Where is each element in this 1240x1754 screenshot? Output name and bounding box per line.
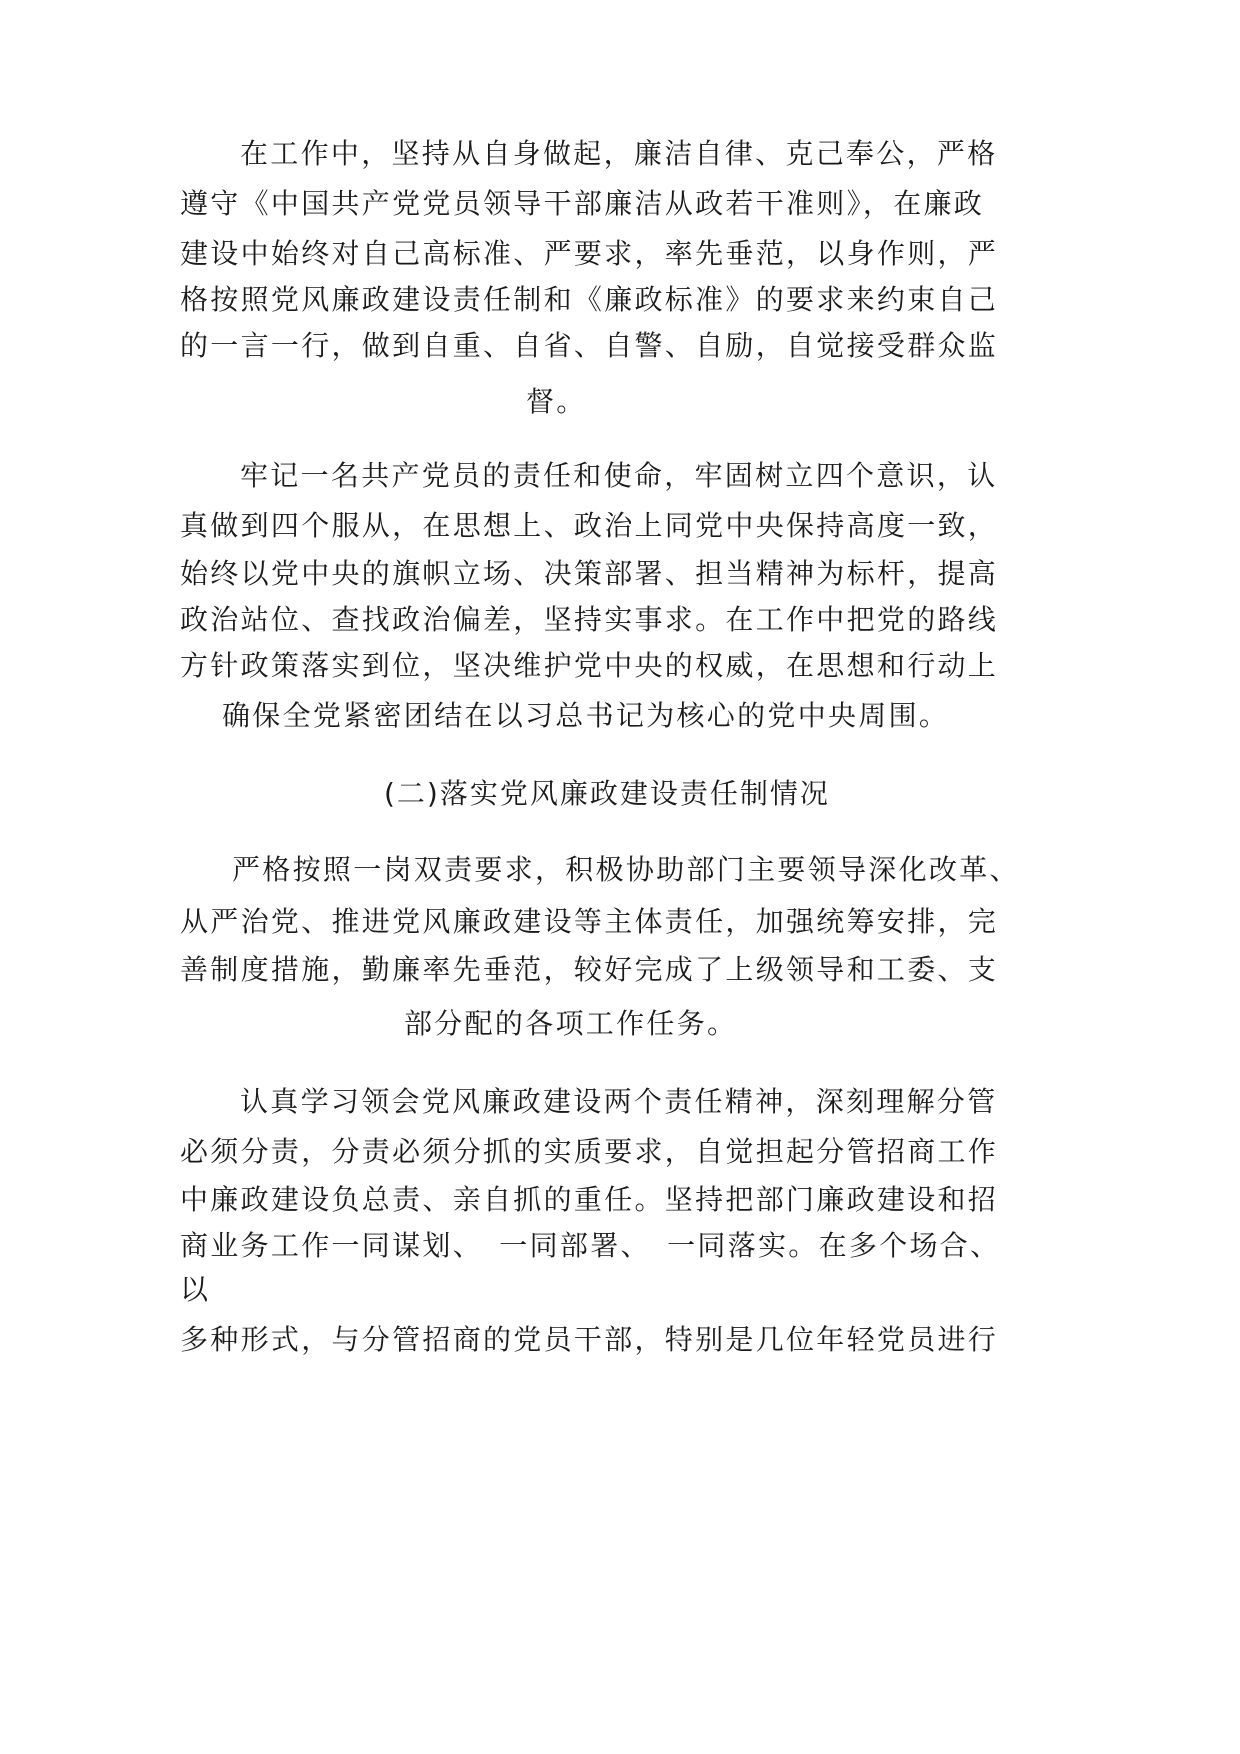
paragraph-line: 中廉政建设负总责、亲自抓的重任。坚持把部门廉政建设和招 <box>180 1183 999 1216</box>
paragraph-line: 在工作中，坚持从自身做起，廉洁自律、克己奉公，严格 <box>240 137 998 170</box>
paragraph-line: 的一言一行，做到自重、自省、自警、自励，自觉接受群众监 <box>180 329 999 362</box>
paragraph-line: 必须分责，分责必须分抓的实质要求，自觉担起分管招商工作 <box>180 1135 999 1168</box>
paragraph-line: 格按照党风廉政建设责任制和《廉政标准》的要求来约束自己 <box>180 283 999 316</box>
paragraph-line: 从严治党、推进党风廉政建设等主体责任，加强统筹安排，完 <box>180 905 999 938</box>
paragraph-line: 部分配的各项工作任务。 <box>404 1007 738 1040</box>
paragraph-line: 认真学习领会党风廉政建设两个责任精神，深刻理解分管 <box>240 1085 998 1118</box>
paragraph-line: 以 <box>180 1273 211 1306</box>
paragraph-line: 建设中始终对自己高标准、严要求，率先垂范，以身作则，严 <box>180 237 999 270</box>
paragraph-line: 确保全党紧密团结在以习总书记为核心的党中央周围。 <box>222 699 950 732</box>
paragraph-line: 方针政策落实到位，坚决维护党中央的权威，在思想和行动上 <box>180 649 999 682</box>
paragraph-line: 善制度措施，勤廉率先垂范，较好完成了上级领导和工委、支 <box>180 953 999 986</box>
paragraph-line: 严格按照一岗双责要求，积极协助部门主要领导深化改革、 <box>232 853 1020 886</box>
paragraph-line: 遵守《中国共产党党员领导干部廉洁从政若干准则》，在廉政 <box>180 187 985 220</box>
paragraph-line: 督。 <box>526 385 587 418</box>
paragraph-line: 多种形式，与分管招商的党员干部，特别是几位年轻党员进行 <box>180 1323 999 1356</box>
section-heading: (二)落实党风廉政建设责任制情况 <box>384 777 830 810</box>
paragraph-line: 政治站位、查找政治偏差，坚持实事求。在工作中把党的路线 <box>180 603 999 636</box>
paragraph-line: 牢记一名共产党员的责任和使命，牢固树立四个意识，认 <box>240 459 998 492</box>
paragraph-line: 真做到四个服从，在思想上、政治上同党中央保持高度一致， <box>180 509 999 542</box>
paragraph-line: 始终以党中央的旗帜立场、决策部署、担当精神为标杆，提高 <box>180 557 999 590</box>
paragraph-line: 商业务工作一同谋划、 一同部署、 一同落实。在多个场合、 <box>180 1229 1001 1262</box>
